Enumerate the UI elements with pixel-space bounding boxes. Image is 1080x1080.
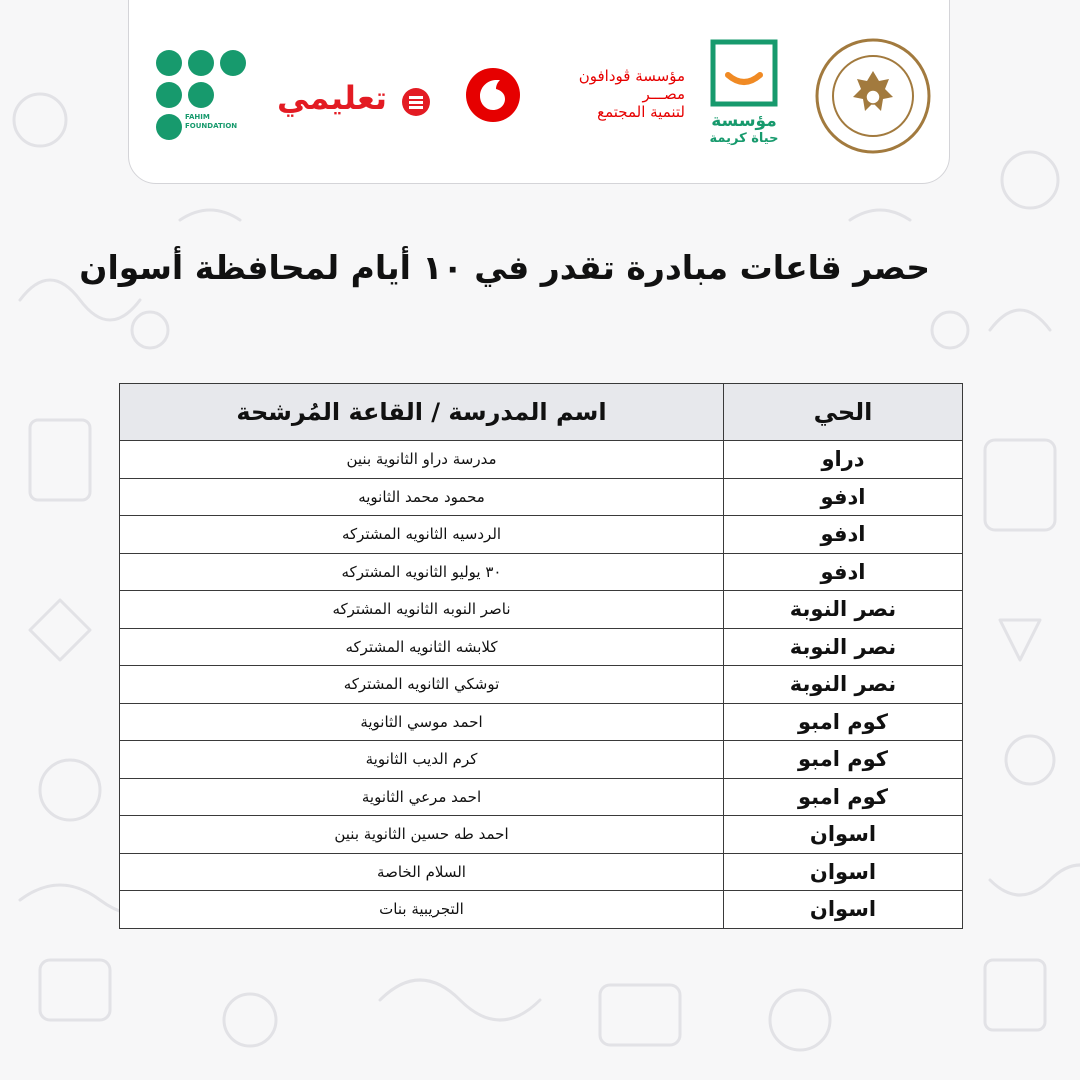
table-row <box>120 628 963 666</box>
taleemy-text: تعليمي <box>277 79 388 117</box>
table-row <box>120 816 963 854</box>
district-column-header: الحي <box>724 384 963 441</box>
table-header-row <box>120 384 963 441</box>
district-cell: كوم امبو <box>724 703 963 741</box>
school-cell: مدرسة دراو الثانوية بنين <box>120 441 724 479</box>
hayah-karima-logo <box>707 39 781 146</box>
school-cell: كلابشه الثانويه المشتركه <box>120 628 724 666</box>
fahim-line2: FOUNDATION <box>185 122 238 130</box>
taleemy-logo <box>277 79 439 125</box>
table-row <box>120 591 963 629</box>
school-cell: التجريبية بنات <box>120 891 724 929</box>
table-row <box>120 778 963 816</box>
vodafone-icon <box>465 67 521 123</box>
page-title: حصر قاعات مبادرة تقدر في ١٠ أيام لمحافظة أسوان <box>79 248 930 287</box>
halls-table <box>119 383 963 929</box>
hayah-karima-line2: حياة كريمة <box>709 131 779 146</box>
table-row <box>120 891 963 929</box>
vodafone-line1: مؤسسة ڤودافون <box>578 67 685 85</box>
district-cell: اسوان <box>724 891 963 929</box>
school-cell: احمد موسي الثانوية <box>120 703 724 741</box>
hayah-karima-line1: مؤسسة <box>711 111 777 131</box>
school-cell: توشكي الثانويه المشتركه <box>120 666 724 704</box>
school-cell: محمود محمد الثانويه <box>120 478 724 516</box>
vodafone-foundation-logo <box>465 67 685 127</box>
school-cell: الردسيه الثانويه المشتركه <box>120 516 724 554</box>
logo-header-card <box>128 0 950 184</box>
vodafone-line2: مصـــر <box>642 85 685 103</box>
district-cell: ادفو <box>724 478 963 516</box>
school-column-header: اسم المدرسة / القاعة المُرشحة <box>120 384 724 441</box>
vodafone-line3: لتنمية المجتمع <box>597 103 685 121</box>
table-row <box>120 516 963 554</box>
district-cell: ادفو <box>724 553 963 591</box>
fahim-line1: FAHIM <box>185 113 210 121</box>
school-cell: ناصر النوبه الثانويه المشتركه <box>120 591 724 629</box>
district-cell: كوم امبو <box>724 778 963 816</box>
table-row <box>120 703 963 741</box>
district-cell: اسوان <box>724 853 963 891</box>
table-row <box>120 853 963 891</box>
table-row <box>120 478 963 516</box>
district-cell: اسوان <box>724 816 963 854</box>
school-cell: ٣٠ يوليو الثانويه المشتركه <box>120 553 724 591</box>
school-cell: احمد مرعي الثانوية <box>120 778 724 816</box>
district-cell: نصر النوبة <box>724 666 963 704</box>
hayah-karima-icon <box>710 39 778 107</box>
school-cell: احمد طه حسين الثانوية بنين <box>120 816 724 854</box>
table-row <box>120 441 963 479</box>
district-cell: نصر النوبة <box>724 628 963 666</box>
table-row <box>120 741 963 779</box>
district-cell: دراو <box>724 441 963 479</box>
fahim-foundation-logo <box>155 49 249 145</box>
school-cell: السلام الخاصة <box>120 853 724 891</box>
taleemy-icon <box>401 87 431 117</box>
school-cell: كرم الديب الثانوية <box>120 741 724 779</box>
table-row <box>120 553 963 591</box>
district-cell: نصر النوبة <box>724 591 963 629</box>
district-cell: كوم امبو <box>724 741 963 779</box>
district-cell: ادفو <box>724 516 963 554</box>
ministry-seal-logo <box>814 37 932 155</box>
table-row <box>120 666 963 704</box>
